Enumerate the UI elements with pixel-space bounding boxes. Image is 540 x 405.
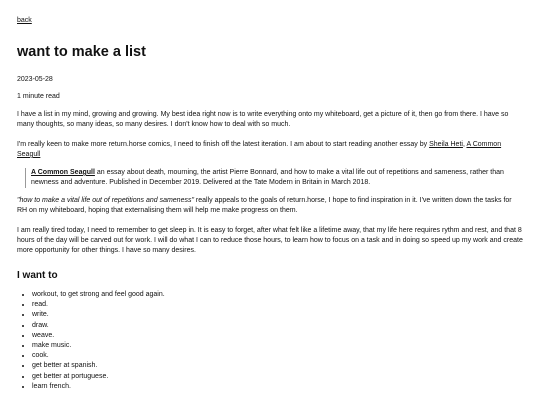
post-title: want to make a list <box>17 44 146 60</box>
post-date: 2023-05-28 <box>17 75 53 83</box>
list-item: • weave. <box>32 331 523 341</box>
paragraph-appeal <box>17 196 523 216</box>
paragraph-essay <box>17 140 523 160</box>
list-item: • read. <box>32 300 523 310</box>
paragraph-intro: I have a list in my mind, growing and growing. My best idea right now is to write everything onto my whiteboard, get a picture of it, then go from there. I have so many thoughts, so many ideas, so many desires. I don't know how to deal with so much. <box>17 110 509 128</box>
section-heading: I want to <box>17 269 58 281</box>
quote-essay-link[interactable]: A Common Seagull <box>31 168 95 176</box>
paragraph-essay-text: I'm really keen to make more return.horse comics, I need to finish off the latest iteration. I am about to start reading another essay by <box>17 140 430 148</box>
paragraph-tired: I am really tired today, I need to remember to get sleep in. It is easy to forget, after what felt like a lifetime away, that my life here requires rythm and rest, and that 8 hours of the day will be carved out for work. I will do what I can to reduce those hours, to learn how to focus on a task and in doing so speed up my work and create more opportunity for other things. I have so many desires. <box>17 226 523 254</box>
read-time: 1 minute read <box>17 92 60 100</box>
paragraph-appeal-text: really appeals to the goals of return.horse, I hope to find inspiration in it. I've written down the tasks for RH on my whiteboard, hoping that externalising them will help me make progress on them. <box>17 196 512 214</box>
list-item: • get better at spanish. <box>32 361 523 371</box>
list-item: • get better at portuguese. <box>32 372 523 382</box>
list-item: • workout, to get strong and feel good again. <box>32 290 523 300</box>
essay-link[interactable]: A Common Seagull <box>17 140 502 158</box>
list-item: • learn french. <box>32 382 523 392</box>
back-link[interactable]: back <box>17 17 32 24</box>
list-item: • draw. <box>32 321 523 331</box>
want-list <box>17 290 523 392</box>
list-item: • cook. <box>32 351 523 361</box>
quote-text: an essay about death, mourning, the artist Pierre Bonnard, and how to make a vital life out of repetitions and sameness, rather than newness and adventure. Published in December 2019. Delivered at the Tate Modern in Britain in March 2018. <box>31 168 504 186</box>
list-item: • make music. <box>32 341 523 351</box>
essay-quote <box>25 168 523 188</box>
link-separator: , <box>462 140 467 148</box>
quote-phrase: "how to make a vital life out of repetitions and sameness" <box>17 196 194 204</box>
list-item: • write. <box>32 310 523 320</box>
author-link[interactable]: Sheila Heti <box>429 140 463 148</box>
